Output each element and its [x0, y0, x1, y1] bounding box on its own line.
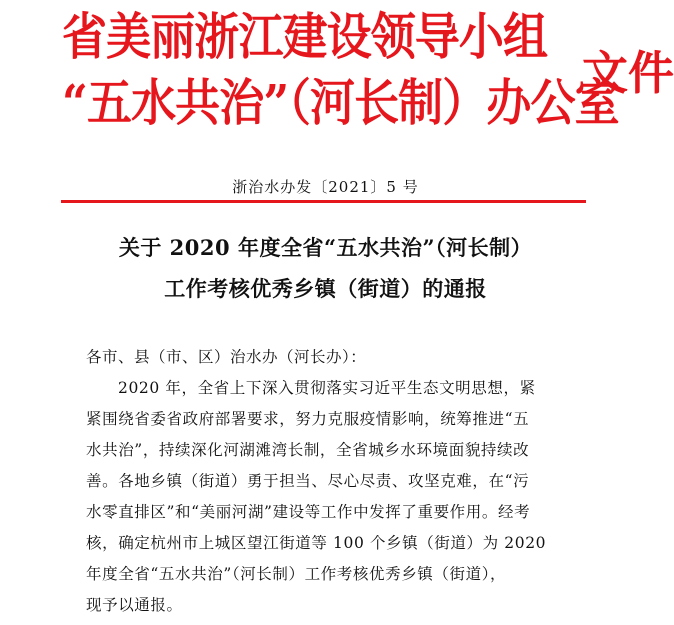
- document-title-line-2: 工作考核优秀乡镇（街道）的通报: [164, 276, 487, 301]
- issuer-name-line-1: 省美丽浙江建设领导小组: [62, 7, 548, 66]
- body-line: 善。各地乡镇（街道）勇于担当、尽心尽责、攻坚克难，在“污: [86, 472, 530, 490]
- body-line: 年度全省“五水共治”（河长制）工作考核优秀乡镇（街道），: [86, 565, 507, 583]
- issuer-name-line-2: “五水共治”（河长制）办公室: [62, 73, 619, 132]
- body-line: 核，确定杭州市上城区望江街道等 100 个乡镇（街道）为 2020: [86, 534, 547, 552]
- document-type-label: 文件: [582, 46, 674, 100]
- body-line: 水共治”，持续深化河湖滩湾长制，全省城乡水环境面貌持续改: [86, 441, 530, 459]
- body-line: 水零直排区”和“美丽河湖”建设等工作中发挥了重要作用。经考: [86, 503, 531, 521]
- body-line: 2020 年，全省上下深入贯彻落实习近平生态文明思想，紧: [118, 379, 536, 397]
- body-line: 现予以通报。: [86, 596, 183, 614]
- document-title-line-1: 关于 2020 年度全省“五水共治”（河长制）: [118, 235, 533, 260]
- document-number: 浙治水办发〔2021〕5 号: [232, 178, 419, 196]
- salutation: 各市、县（市、区）治水办（河长办）：: [86, 348, 367, 366]
- red-header: [62, 6, 674, 136]
- body-line: 紧围绕省委省政府部署要求，努力克服疫情影响，统筹推进“五: [86, 410, 530, 428]
- red-divider-line: [61, 200, 586, 203]
